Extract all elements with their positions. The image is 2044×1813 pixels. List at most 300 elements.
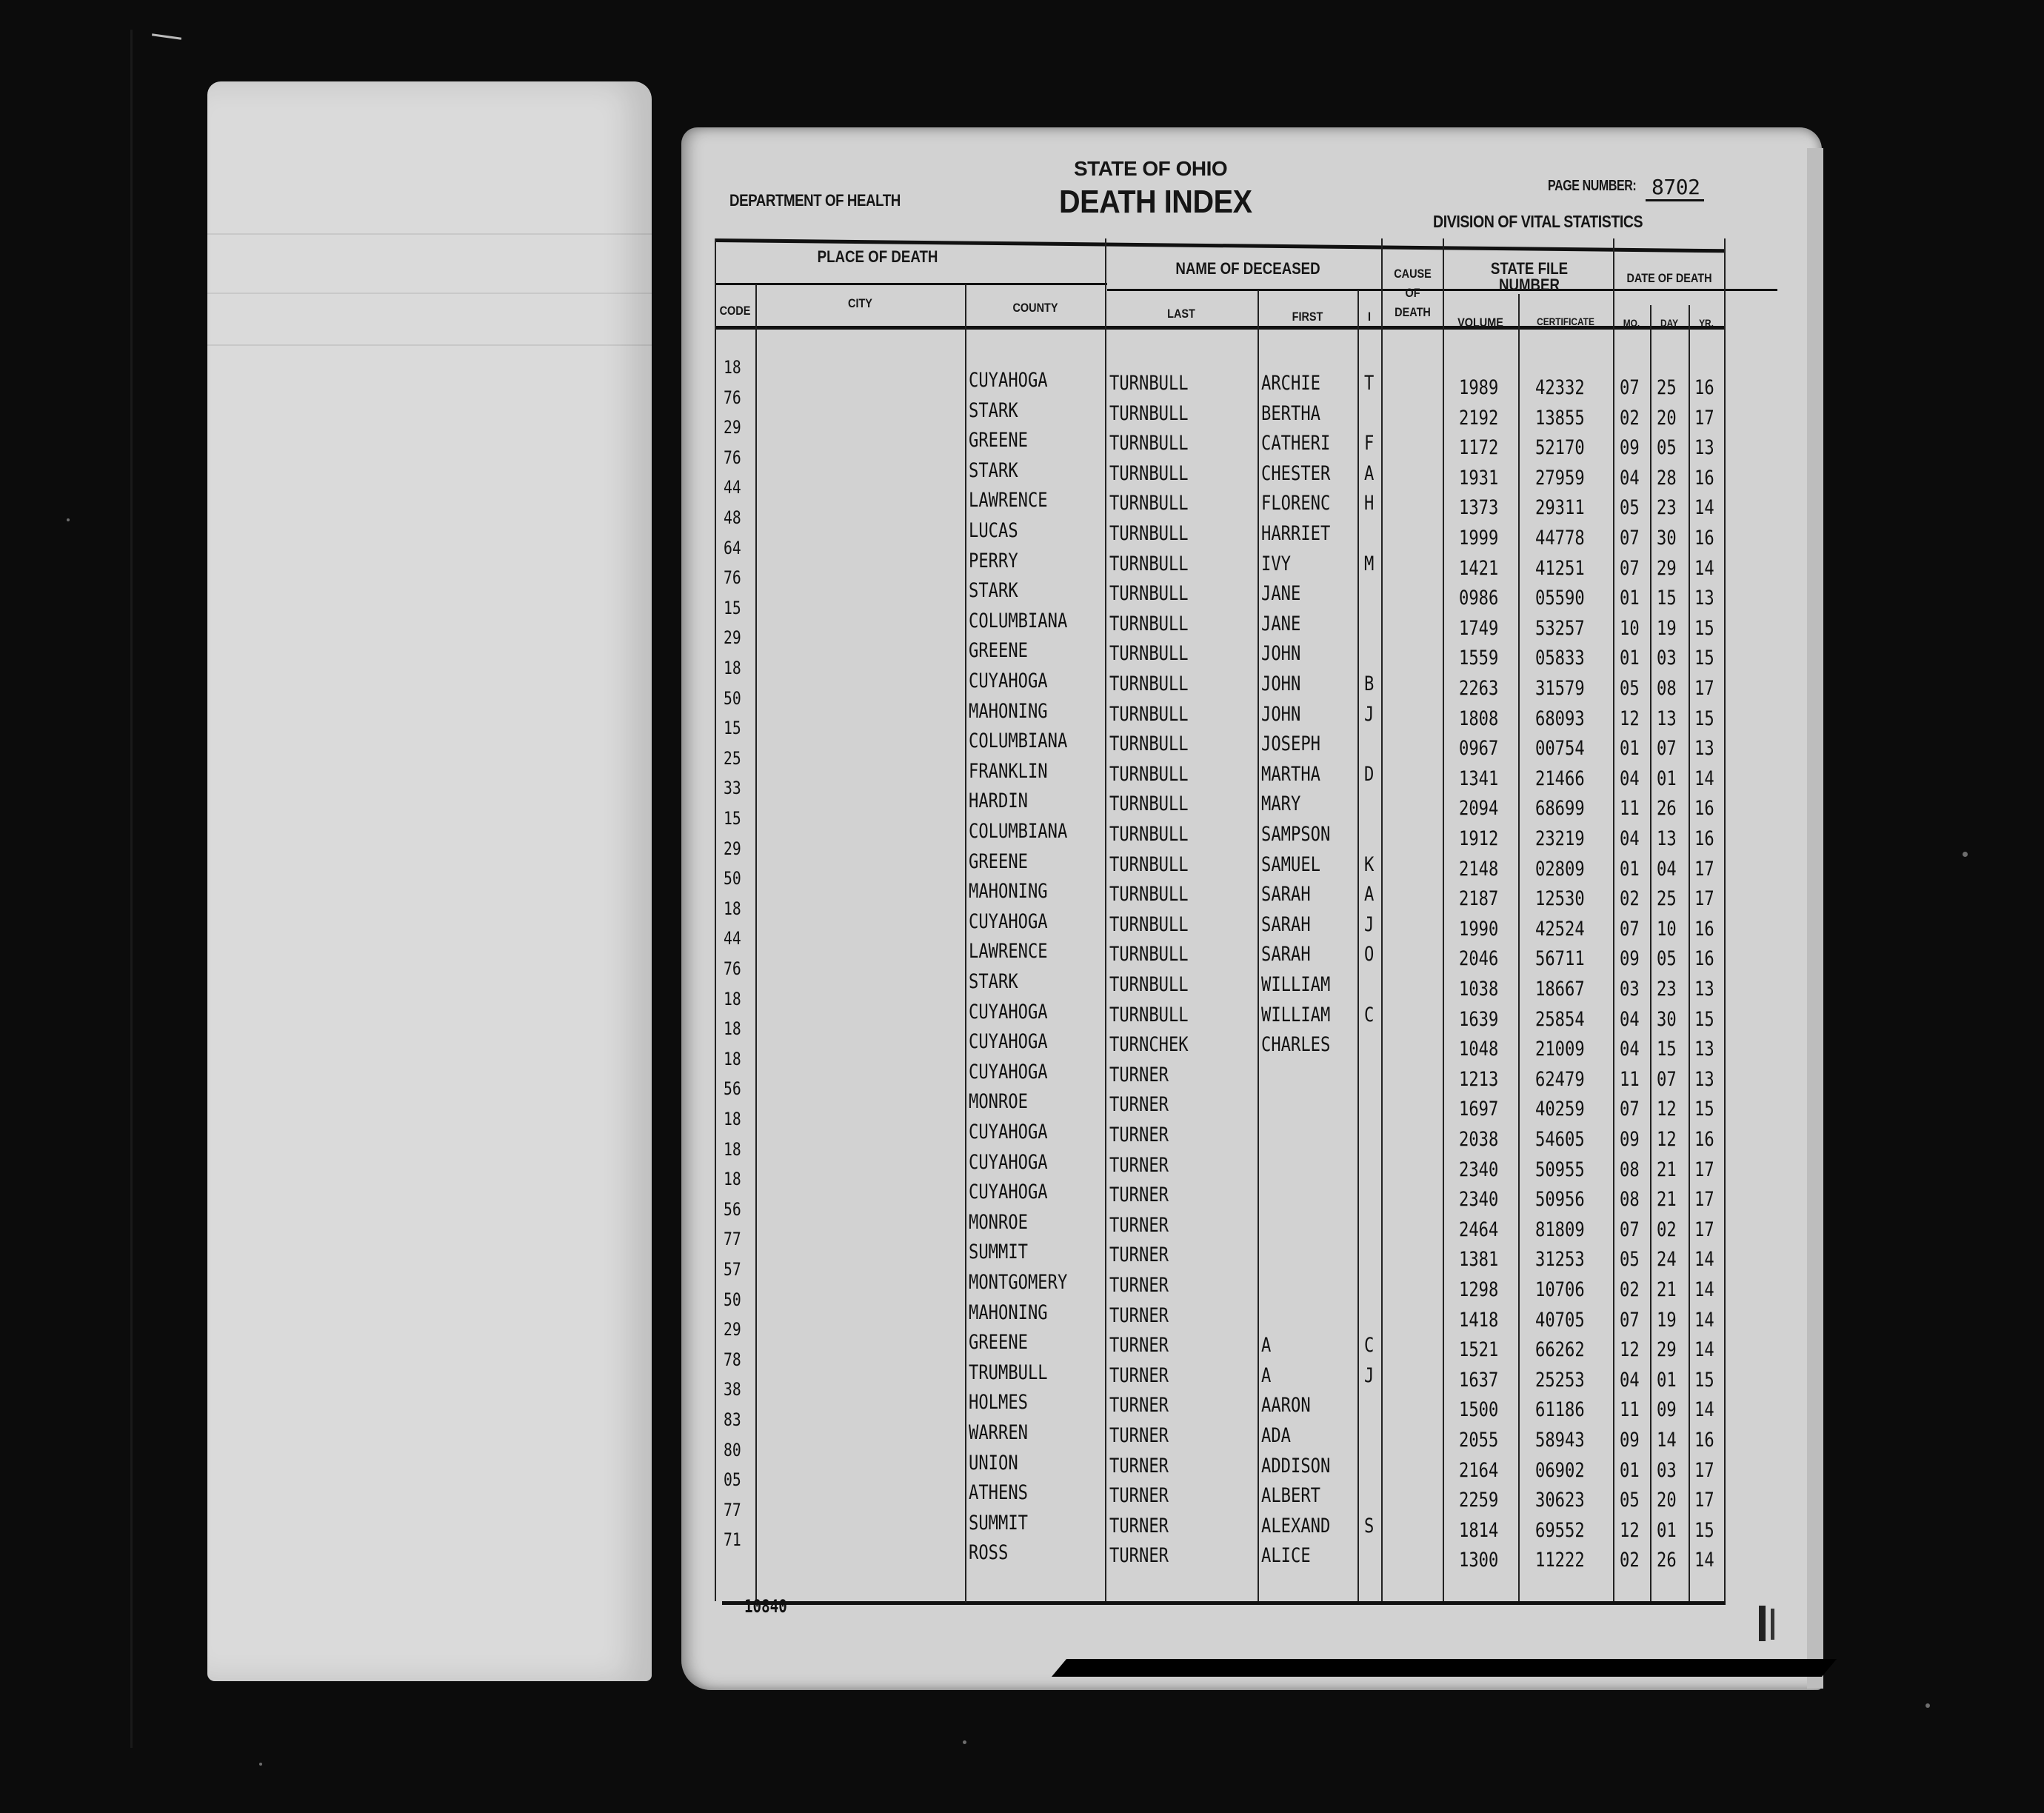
volume-cell: 2259 xyxy=(1459,1489,1499,1512)
first-name-cell: BERTHA xyxy=(1261,401,1320,425)
volume-cell: 2148 xyxy=(1459,857,1499,881)
ghost-rule xyxy=(207,293,652,294)
death-place-code: 15 xyxy=(724,718,741,739)
last-name-cell: TURNER xyxy=(1109,1274,1169,1297)
death-place-code: 76 xyxy=(724,447,741,468)
county-cell: SUMMIT xyxy=(969,1511,1028,1535)
page-edge xyxy=(1807,148,1823,1689)
volume-cell: 1048 xyxy=(1459,1038,1499,1061)
certificate-cell: 00754 xyxy=(1535,737,1585,761)
last-name-cell: TURNBULL xyxy=(1109,852,1189,876)
year-cell: 13 xyxy=(1694,1067,1714,1091)
ghost-rule xyxy=(207,233,652,235)
day-cell: 04 xyxy=(1657,857,1677,881)
year-cell: 17 xyxy=(1694,406,1714,430)
last-name-cell: TURNER xyxy=(1109,1484,1169,1508)
month-cell: 04 xyxy=(1620,1368,1640,1392)
death-place-code: 18 xyxy=(724,658,741,678)
volume-cell: 1521 xyxy=(1459,1338,1499,1362)
first-name-cell: CATHERI xyxy=(1261,432,1331,455)
first-name-cell: SARAH xyxy=(1261,912,1311,936)
county-cell: SUMMIT xyxy=(969,1241,1028,1264)
film-mark xyxy=(152,33,181,40)
day-cell: 14 xyxy=(1657,1429,1677,1452)
header-number: NUMBER xyxy=(1498,276,1560,294)
month-cell: 05 xyxy=(1620,1248,1640,1272)
year-cell: 16 xyxy=(1694,827,1714,850)
death-place-code: 76 xyxy=(724,387,741,408)
death-place-code: 18 xyxy=(724,1169,741,1190)
county-cell: LAWRENCE xyxy=(969,940,1048,964)
day-cell: 30 xyxy=(1657,527,1677,550)
first-name-cell: JANE xyxy=(1261,612,1301,635)
header-name-of-deceased: NAME OF DECEASED xyxy=(1175,259,1320,278)
death-place-code: 18 xyxy=(724,1018,741,1040)
day-cell: 26 xyxy=(1657,1549,1677,1572)
first-name-cell: A xyxy=(1261,1334,1272,1358)
day-cell: 29 xyxy=(1657,556,1677,580)
county-cell: CUYAHOGA xyxy=(969,1121,1048,1143)
death-place-code: 76 xyxy=(724,958,741,979)
last-name-cell: TURNBULL xyxy=(1109,792,1189,816)
last-name-cell: TURNBULL xyxy=(1109,702,1189,726)
last-name-cell: TURNBULL xyxy=(1109,912,1189,936)
film-edge-mark xyxy=(1759,1606,1766,1641)
county-cell: MONROE xyxy=(969,1090,1028,1114)
last-name-cell: TURNBULL xyxy=(1109,883,1189,906)
volume-cell: 2263 xyxy=(1459,677,1499,700)
day-cell: 01 xyxy=(1657,1368,1677,1392)
year-cell: 15 xyxy=(1694,616,1714,640)
month-cell: 08 xyxy=(1620,1188,1640,1212)
first-name-cell: ADDISON xyxy=(1261,1454,1331,1478)
month-cell: 01 xyxy=(1620,647,1640,670)
last-name-cell: TURNBULL xyxy=(1109,823,1189,846)
year-cell: 16 xyxy=(1694,376,1714,399)
day-cell: 12 xyxy=(1657,1098,1677,1121)
first-name-cell: ALEXAND xyxy=(1261,1514,1331,1537)
initial-cell: D xyxy=(1364,762,1375,786)
initial-cell: F xyxy=(1364,432,1375,455)
initial-cell: B xyxy=(1364,672,1375,695)
month-cell: 04 xyxy=(1620,1007,1640,1031)
death-place-code: 80 xyxy=(724,1439,741,1460)
last-name-cell: TURNER xyxy=(1109,1093,1169,1117)
day-cell: 21 xyxy=(1657,1158,1677,1181)
initial-cell: T xyxy=(1364,372,1375,395)
county-cell: STARK xyxy=(969,458,1018,482)
certificate-cell: 10706 xyxy=(1535,1278,1585,1301)
header-initial: I xyxy=(1367,310,1372,324)
first-name-cell: CHARLES xyxy=(1261,1033,1331,1057)
volume-cell: 2464 xyxy=(1459,1218,1499,1241)
month-cell: 12 xyxy=(1620,1338,1640,1362)
volume-cell: 1213 xyxy=(1459,1067,1499,1091)
year-cell: 16 xyxy=(1694,527,1714,550)
certificate-cell: 42524 xyxy=(1535,917,1585,941)
day-cell: 29 xyxy=(1657,1338,1677,1362)
death-place-code: 38 xyxy=(724,1379,741,1400)
day-cell: 19 xyxy=(1657,1308,1677,1332)
first-name-cell: SARAH xyxy=(1261,883,1311,906)
day-cell: 05 xyxy=(1657,436,1677,460)
certificate-cell: 23219 xyxy=(1535,827,1585,850)
year-cell: 16 xyxy=(1694,466,1714,490)
first-name-cell: FLORENC xyxy=(1261,492,1331,515)
death-place-code: 50 xyxy=(724,868,741,889)
county-cell: COLUMBIANA xyxy=(969,729,1068,753)
day-cell: 13 xyxy=(1657,827,1677,850)
volume-cell: 1989 xyxy=(1459,376,1499,399)
month-cell: 04 xyxy=(1620,1038,1640,1061)
volume-cell: 1999 xyxy=(1459,527,1499,550)
month-cell: 07 xyxy=(1620,1308,1640,1332)
month-cell: 07 xyxy=(1620,556,1640,580)
certificate-cell: 56711 xyxy=(1535,947,1585,971)
year-cell: 17 xyxy=(1694,1188,1714,1212)
volume-cell: 1559 xyxy=(1459,647,1499,670)
volume-cell: 2340 xyxy=(1459,1158,1499,1181)
year-cell: 15 xyxy=(1694,1368,1714,1392)
month-cell: 07 xyxy=(1620,917,1640,941)
month-cell: 05 xyxy=(1620,677,1640,700)
header-place-of-death: PLACE OF DEATH xyxy=(817,247,938,266)
certificate-cell: 13855 xyxy=(1535,406,1585,430)
month-cell: 09 xyxy=(1620,947,1640,971)
day-cell: 07 xyxy=(1657,737,1677,761)
certificate-cell: 06902 xyxy=(1535,1458,1585,1482)
certificate-cell: 68093 xyxy=(1535,707,1585,730)
volume-cell: 2094 xyxy=(1459,797,1499,821)
last-name-cell: TURNBULL xyxy=(1109,582,1189,606)
first-name-cell: JOHN xyxy=(1261,672,1301,695)
last-name-cell: TURNER xyxy=(1109,1213,1169,1237)
death-place-code: 77 xyxy=(724,1499,741,1520)
initial-cell: A xyxy=(1364,461,1375,485)
death-place-code: 18 xyxy=(724,898,741,919)
certificate-cell: 54605 xyxy=(1535,1128,1585,1151)
county-cell: CUYAHOGA xyxy=(969,1150,1048,1174)
month-cell: 12 xyxy=(1620,707,1640,730)
county-cell: CUYAHOGA xyxy=(969,369,1048,392)
first-name-cell: HARRIET xyxy=(1261,522,1331,545)
month-cell: 02 xyxy=(1620,887,1640,911)
county-cell: STARK xyxy=(969,398,1018,422)
year-cell: 17 xyxy=(1694,1458,1714,1482)
year-cell: 16 xyxy=(1694,1128,1714,1151)
county-cell: ROSS xyxy=(969,1541,1009,1565)
last-name-cell: TURNBULL xyxy=(1109,492,1189,515)
day-cell: 08 xyxy=(1657,677,1677,700)
last-name-cell: TURNER xyxy=(1109,1514,1169,1537)
certificate-cell: 31579 xyxy=(1535,677,1585,700)
year-cell: 14 xyxy=(1694,1549,1714,1572)
county-cell: COLUMBIANA xyxy=(969,609,1068,632)
film-speck xyxy=(259,1763,262,1766)
day-cell: 20 xyxy=(1657,406,1677,430)
county-cell: MAHONING xyxy=(969,880,1048,904)
year-cell: 14 xyxy=(1694,1278,1714,1301)
county-cell: UNION xyxy=(969,1451,1018,1475)
first-name-cell: WILLIAM xyxy=(1261,1003,1331,1026)
first-name-cell: SAMPSON xyxy=(1261,823,1331,846)
volume-cell: 1373 xyxy=(1459,496,1499,520)
first-name-cell: JANE xyxy=(1261,582,1301,606)
month-cell: 10 xyxy=(1620,616,1640,640)
day-cell: 01 xyxy=(1657,1518,1677,1542)
certificate-cell: 58943 xyxy=(1535,1429,1585,1452)
header-of: OF xyxy=(1405,286,1420,300)
initial-cell: J xyxy=(1364,1363,1375,1387)
last-name-cell: TURNER xyxy=(1109,1394,1169,1418)
year-cell: 17 xyxy=(1694,1158,1714,1181)
county-cell: FRANKLIN xyxy=(969,759,1048,783)
death-place-code: 78 xyxy=(724,1349,741,1370)
county-cell: CUYAHOGA xyxy=(969,1060,1048,1084)
last-name-cell: TURNBULL xyxy=(1109,461,1189,485)
day-cell: 13 xyxy=(1657,707,1677,730)
volume-cell: 1639 xyxy=(1459,1007,1499,1031)
certificate-cell: 40259 xyxy=(1535,1098,1585,1121)
initial-cell: J xyxy=(1364,702,1375,726)
form-code: 10840 xyxy=(744,1596,787,1617)
month-cell: 04 xyxy=(1620,466,1640,490)
year-cell: 14 xyxy=(1694,767,1714,790)
year-cell: 15 xyxy=(1694,1518,1714,1542)
first-name-cell: JOSEPH xyxy=(1261,732,1320,756)
year-cell: 14 xyxy=(1694,1308,1714,1332)
death-place-code: 50 xyxy=(724,687,741,709)
death-place-code: 33 xyxy=(724,778,741,799)
county-cell: COLUMBIANA xyxy=(969,820,1068,843)
month-cell: 05 xyxy=(1620,1489,1640,1512)
page-shadow xyxy=(1052,1659,1837,1677)
certificate-cell: 42332 xyxy=(1535,376,1585,399)
day-cell: 02 xyxy=(1657,1218,1677,1241)
last-name-cell: TURNER xyxy=(1109,1243,1169,1267)
certificate-cell: 66262 xyxy=(1535,1338,1585,1362)
volume-cell: 1637 xyxy=(1459,1368,1499,1392)
year-cell: 14 xyxy=(1694,556,1714,580)
death-place-code: 76 xyxy=(724,567,741,589)
department-label: DEPARTMENT OF HEALTH xyxy=(729,191,901,210)
volume-cell: 1381 xyxy=(1459,1248,1499,1272)
header-death: DEATH xyxy=(1395,305,1431,319)
day-cell: 20 xyxy=(1657,1489,1677,1512)
death-place-code: 71 xyxy=(724,1529,741,1551)
county-cell: CUYAHOGA xyxy=(969,909,1048,933)
initial-cell: H xyxy=(1364,492,1375,515)
month-cell: 09 xyxy=(1620,1429,1640,1452)
last-name-cell: TURNER xyxy=(1109,1123,1169,1146)
year-cell: 16 xyxy=(1694,917,1714,941)
last-name-cell: TURNBULL xyxy=(1109,732,1189,756)
death-place-code: 83 xyxy=(724,1409,741,1430)
death-place-code: 29 xyxy=(724,627,741,649)
day-cell: 25 xyxy=(1657,376,1677,399)
initial-cell: O xyxy=(1364,943,1375,966)
state-heading: STATE OF OHIO xyxy=(1074,157,1228,180)
county-cell: STARK xyxy=(969,970,1018,993)
volume-cell: 1931 xyxy=(1459,466,1499,490)
death-place-code: 29 xyxy=(724,838,741,859)
last-name-cell: TURNBULL xyxy=(1109,522,1189,545)
month-cell: 02 xyxy=(1620,1278,1640,1301)
certificate-cell: 05833 xyxy=(1535,647,1585,670)
volume-cell: 1749 xyxy=(1459,616,1499,640)
certificate-cell: 21466 xyxy=(1535,767,1585,790)
year-cell: 13 xyxy=(1694,587,1714,610)
county-cell: CUYAHOGA xyxy=(969,1181,1048,1204)
death-place-code: 29 xyxy=(724,417,741,438)
first-name-cell: AARON xyxy=(1261,1394,1311,1418)
certificate-cell: 25253 xyxy=(1535,1368,1585,1392)
volume-cell: 1814 xyxy=(1459,1518,1499,1542)
month-cell: 09 xyxy=(1620,1128,1640,1151)
county-cell: MAHONING xyxy=(969,1301,1048,1324)
header-volume: VOLUME xyxy=(1457,315,1503,330)
division-label: DIVISION OF VITAL STATISTICS xyxy=(1433,212,1643,231)
day-cell: 15 xyxy=(1657,587,1677,610)
month-cell: 07 xyxy=(1620,1098,1640,1121)
death-place-code: 18 xyxy=(724,1109,741,1129)
month-cell: 05 xyxy=(1620,496,1640,520)
volume-cell: 1500 xyxy=(1459,1398,1499,1422)
last-name-cell: TURNER xyxy=(1109,1063,1169,1086)
death-index-table xyxy=(715,238,1726,1594)
year-cell: 17 xyxy=(1694,857,1714,881)
year-cell: 15 xyxy=(1694,707,1714,730)
death-place-code: 05 xyxy=(724,1469,741,1491)
certificate-cell: 41251 xyxy=(1535,556,1585,580)
certificate-cell: 50955 xyxy=(1535,1158,1585,1181)
last-name-cell: TURNBULL xyxy=(1109,432,1189,455)
header-city: CITY xyxy=(848,296,872,310)
header-year: YR. xyxy=(1699,317,1714,329)
volume-cell: 2055 xyxy=(1459,1429,1499,1452)
year-cell: 14 xyxy=(1694,1398,1714,1422)
volume-cell: 1808 xyxy=(1459,707,1499,730)
initial-cell: A xyxy=(1364,883,1375,906)
initial-cell: J xyxy=(1364,912,1375,936)
day-cell: 25 xyxy=(1657,887,1677,911)
death-place-code: 29 xyxy=(724,1319,741,1340)
last-name-cell: TURNER xyxy=(1109,1454,1169,1478)
certificate-cell: 50956 xyxy=(1535,1188,1585,1212)
death-place-code: 18 xyxy=(724,988,741,1009)
year-cell: 13 xyxy=(1694,1038,1714,1061)
day-cell: 28 xyxy=(1657,466,1677,490)
initial-cell: K xyxy=(1364,852,1375,876)
month-cell: 07 xyxy=(1620,527,1640,550)
certificate-cell: 62479 xyxy=(1535,1067,1585,1091)
volume-cell: 1298 xyxy=(1459,1278,1499,1301)
volume-cell: 2187 xyxy=(1459,887,1499,911)
day-cell: 09 xyxy=(1657,1398,1677,1422)
header-county: COUNTY xyxy=(1012,301,1058,315)
header-code: CODE xyxy=(719,304,751,318)
month-cell: 11 xyxy=(1620,1067,1640,1091)
certificate-cell: 40705 xyxy=(1535,1308,1585,1332)
county-cell: CUYAHOGA xyxy=(969,670,1048,692)
volume-cell: 1418 xyxy=(1459,1308,1499,1332)
volume-cell: 1341 xyxy=(1459,767,1499,790)
page-number: 8702 xyxy=(1646,175,1704,201)
first-name-cell: A xyxy=(1261,1363,1272,1387)
year-cell: 15 xyxy=(1694,647,1714,670)
day-cell: 03 xyxy=(1657,647,1677,670)
year-cell: 13 xyxy=(1694,436,1714,460)
day-cell: 23 xyxy=(1657,978,1677,1001)
day-cell: 07 xyxy=(1657,1067,1677,1091)
county-cell: PERRY xyxy=(969,549,1018,572)
county-cell: GREENE xyxy=(969,1331,1028,1355)
month-cell: 01 xyxy=(1620,737,1640,761)
day-cell: 03 xyxy=(1657,1458,1677,1482)
volume-cell: 1912 xyxy=(1459,827,1499,850)
certificate-cell: 69552 xyxy=(1535,1518,1585,1542)
month-cell: 02 xyxy=(1620,406,1640,430)
year-cell: 15 xyxy=(1694,1098,1714,1121)
volume-cell: 1172 xyxy=(1459,436,1499,460)
first-name-cell: ALICE xyxy=(1261,1544,1311,1568)
day-cell: 21 xyxy=(1657,1188,1677,1212)
first-name-cell: ALBERT xyxy=(1261,1484,1320,1508)
year-cell: 17 xyxy=(1694,677,1714,700)
year-cell: 14 xyxy=(1694,1248,1714,1272)
header-month: MO. xyxy=(1623,317,1640,329)
certificate-cell: 68699 xyxy=(1535,797,1585,821)
death-place-code: 57 xyxy=(724,1259,741,1280)
month-cell: 01 xyxy=(1620,1458,1640,1482)
first-name-cell: JOHN xyxy=(1261,702,1301,726)
header-last: LAST xyxy=(1167,307,1195,321)
death-place-code: 18 xyxy=(724,1138,741,1160)
day-cell: 24 xyxy=(1657,1248,1677,1272)
header-mid-rule xyxy=(715,283,1107,285)
volume-cell: 2038 xyxy=(1459,1128,1499,1151)
last-name-cell: TURNER xyxy=(1109,1183,1169,1207)
death-place-code: 64 xyxy=(724,537,741,558)
header-cause: CAUSE xyxy=(1394,267,1432,281)
last-name-cell: TURNER xyxy=(1109,1153,1169,1177)
month-cell: 01 xyxy=(1620,587,1640,610)
county-cell: LUCAS xyxy=(969,519,1018,542)
first-name-cell: WILLIAM xyxy=(1261,973,1331,996)
volume-cell: 2046 xyxy=(1459,947,1499,971)
last-name-cell: TURNER xyxy=(1109,1424,1169,1447)
certificate-cell: 61186 xyxy=(1535,1398,1585,1422)
certificate-cell: 02809 xyxy=(1535,857,1585,881)
county-cell: GREENE xyxy=(969,429,1028,453)
last-name-cell: TURNER xyxy=(1109,1334,1169,1358)
volume-cell: 0986 xyxy=(1459,587,1499,610)
initial-cell: C xyxy=(1364,1334,1375,1358)
certificate-cell: 30623 xyxy=(1535,1489,1585,1512)
year-cell: 16 xyxy=(1694,947,1714,971)
first-name-cell: ARCHIE xyxy=(1261,372,1320,395)
left-page-faded xyxy=(207,81,652,1681)
volume-cell: 1421 xyxy=(1459,556,1499,580)
initial-cell: S xyxy=(1364,1514,1375,1537)
last-name-cell: TURNER xyxy=(1109,1544,1169,1568)
day-cell: 01 xyxy=(1657,767,1677,790)
county-cell: HOLMES xyxy=(969,1391,1028,1415)
death-place-code: 48 xyxy=(724,507,741,528)
county-cell: LAWRENCE xyxy=(969,489,1048,512)
day-cell: 30 xyxy=(1657,1007,1677,1031)
volume-cell: 2340 xyxy=(1459,1188,1499,1212)
